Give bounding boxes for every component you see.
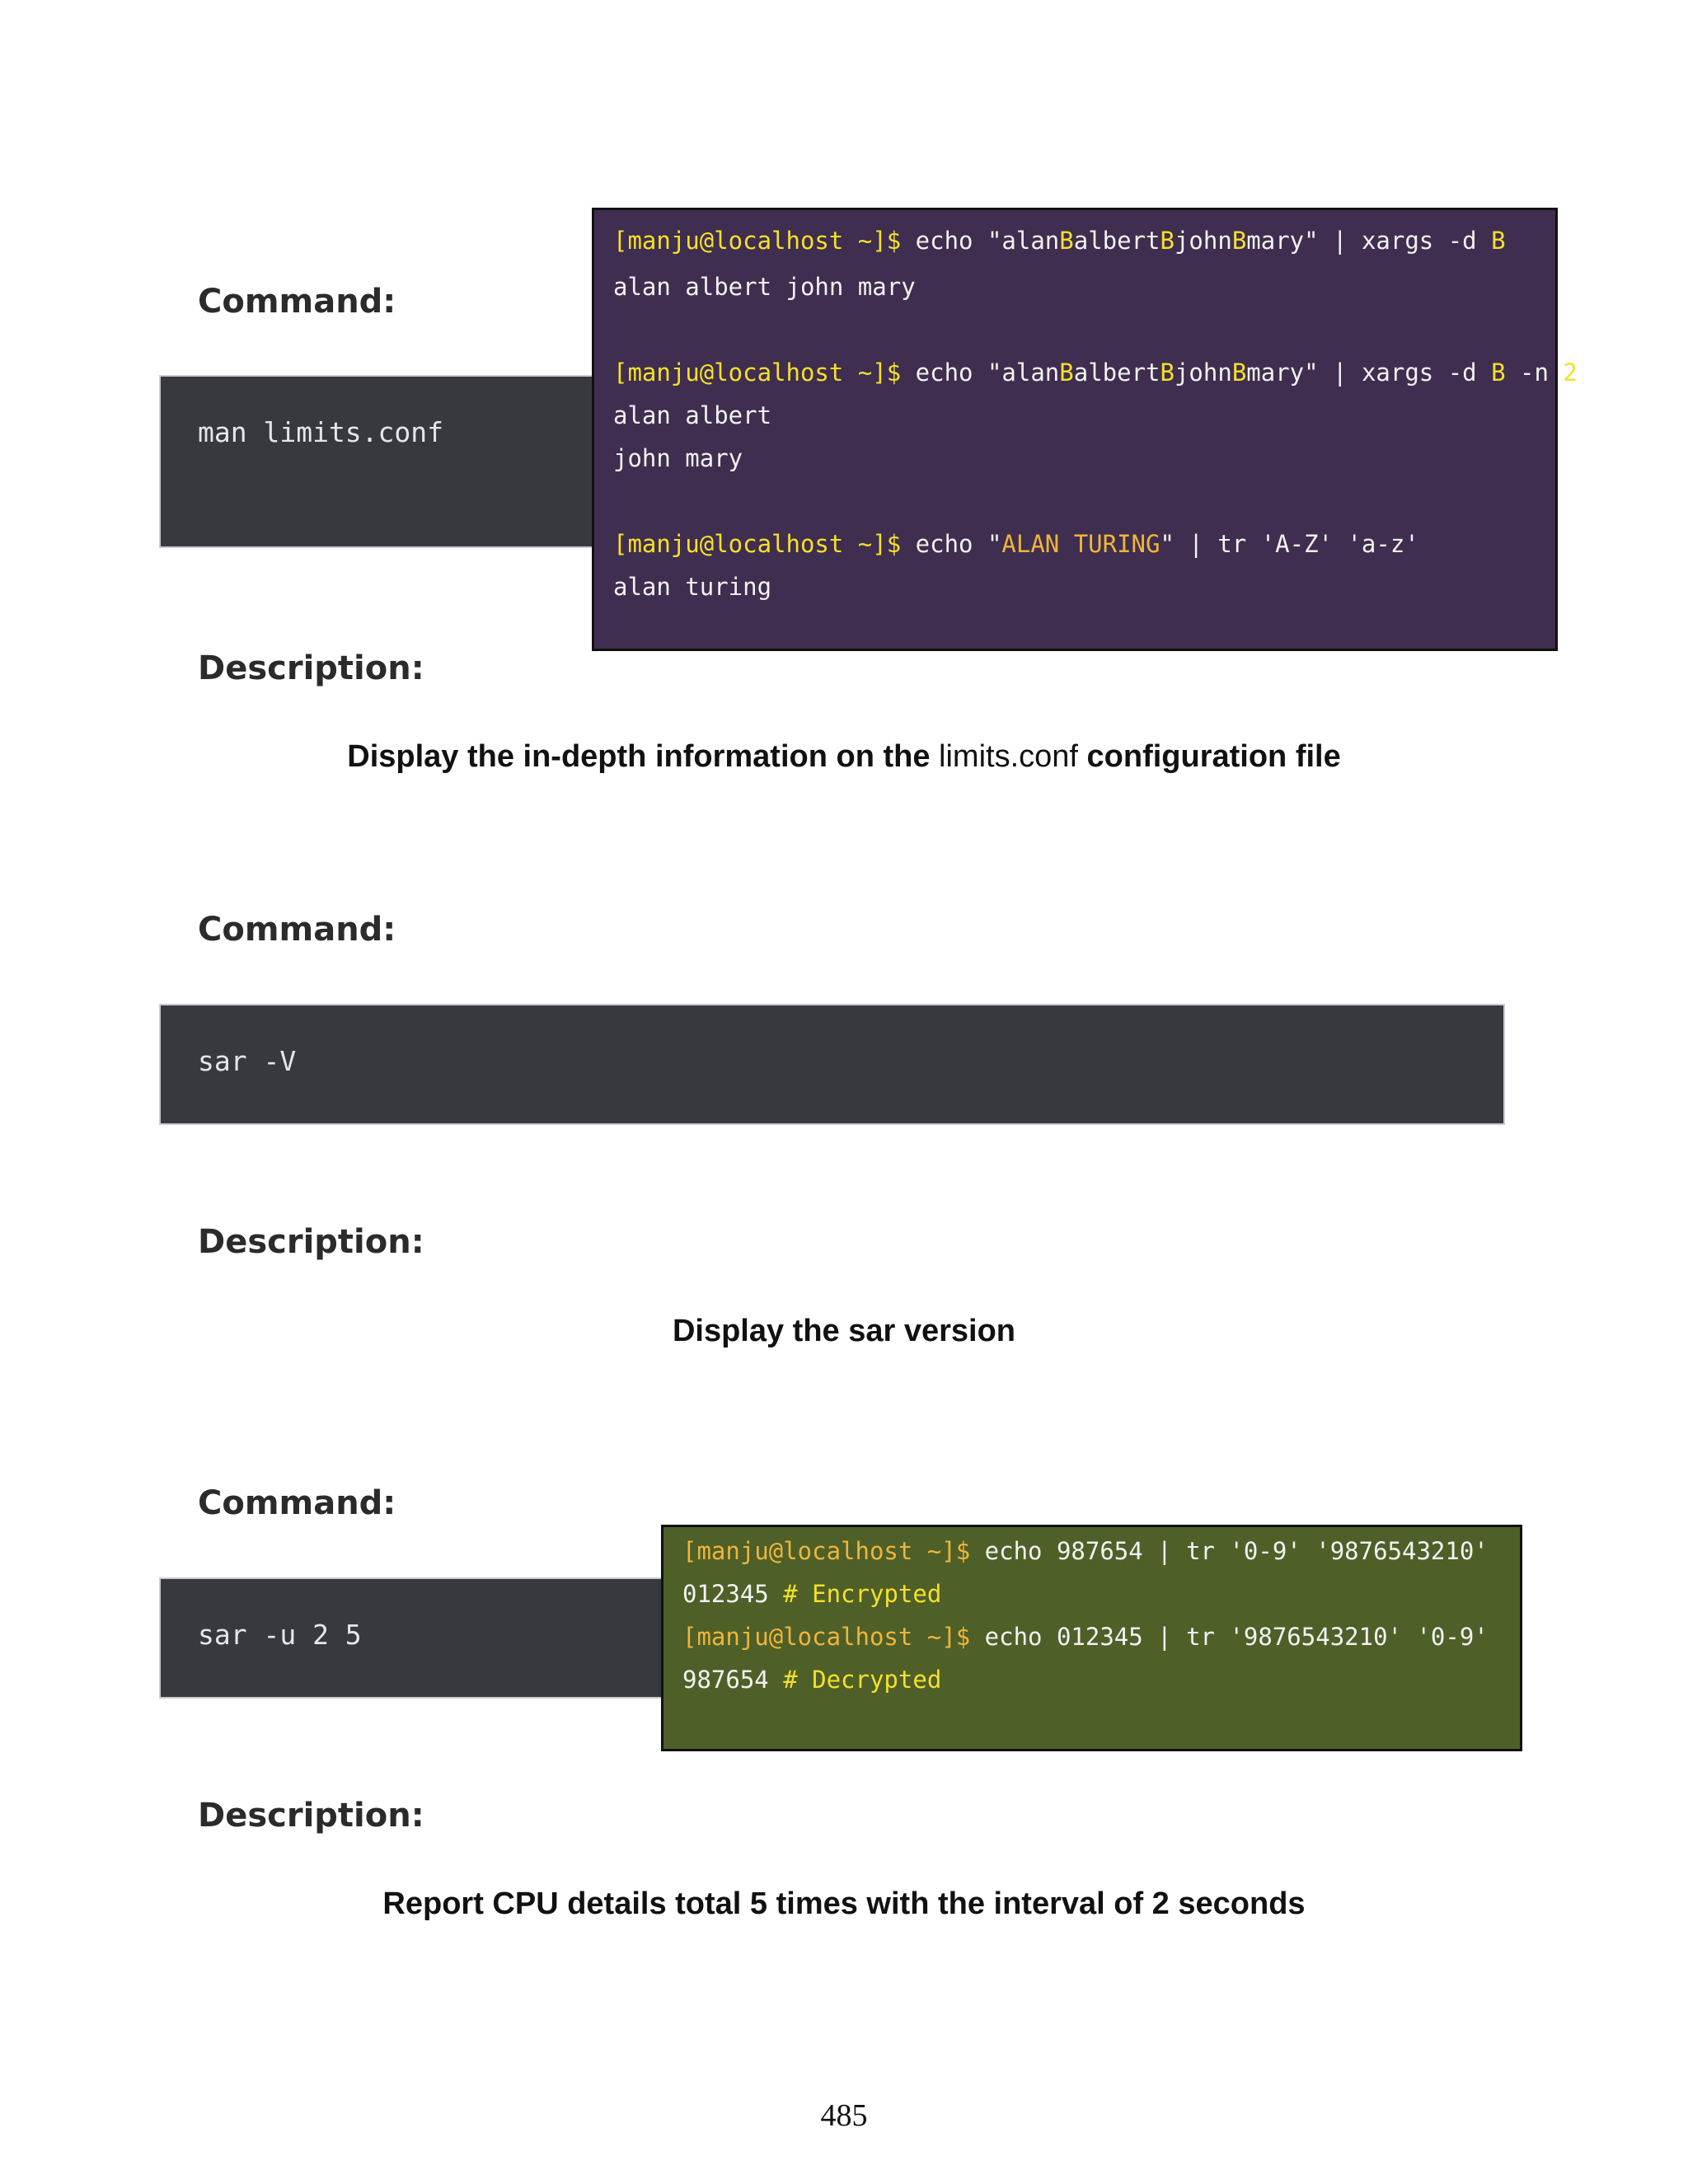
command-text: sar -V (198, 1045, 297, 1077)
command-heading: Command: (198, 1484, 396, 1522)
terminal-output: 012345 # Encrypted (682, 1580, 942, 1608)
terminal-xargs-screenshot (592, 208, 1578, 651)
terminal-output: alan albert john mary (613, 273, 916, 301)
terminal-output: alan albert (613, 401, 772, 429)
command-box (159, 1577, 670, 1699)
command-box (159, 1004, 1505, 1125)
description-heading: Description: (198, 1797, 424, 1835)
description-heading: Description: (198, 649, 424, 687)
terminal-line: [manju@localhost ~]$ echo "ALAN TURING" | tr 'A-Z' 'a-z' (613, 530, 1419, 558)
description-heading: Description: (198, 1223, 424, 1261)
terminal-line: [manju@localhost ~]$ echo 987654 | tr '0-9' '9876543210' (682, 1537, 1489, 1565)
description-text: Report CPU details total 5 times with the interval of 2 seconds (382, 1886, 1306, 1921)
terminal-output: 987654 # Decrypted (682, 1666, 942, 1694)
terminal-line: [manju@localhost ~]$ echo "alanBalbertBjohnBmary" | xargs -d B (613, 227, 1506, 255)
terminal-output: alan turing (613, 573, 772, 601)
description-text: Display the sar version (672, 1314, 1016, 1348)
command-box (159, 375, 604, 548)
command-text: man limits.conf (198, 416, 444, 448)
command-heading: Command: (198, 911, 396, 949)
description-text: Display the in-depth information on the limits.conf configuration file (347, 739, 1341, 774)
page-number: 485 (820, 2098, 868, 2133)
terminal-tr-screenshot (661, 1525, 1522, 1751)
command-text: sar -u 2 5 (198, 1619, 362, 1651)
command-heading: Command: (198, 283, 396, 321)
terminal-line: [manju@localhost ~]$ echo 012345 | tr '9876543210' '0-9' (682, 1623, 1489, 1651)
terminal-line: [manju@localhost ~]$ echo "alanBalbertBjohnBmary" | xargs -d B -n 2 (613, 359, 1578, 387)
terminal-output: john mary (613, 444, 743, 472)
